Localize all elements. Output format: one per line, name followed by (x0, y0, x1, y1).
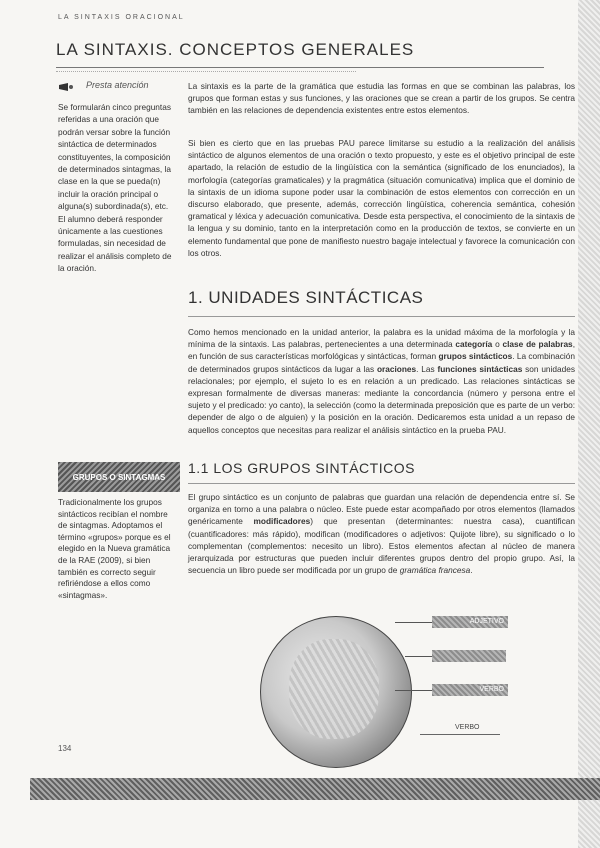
paragraph-2: Si bien es cierto que en las pruebas PAU parece limitarse su estudio a la realización del análisis sintáctico de algunos elementos de una oración o texto propuesto, y este es el objetivo principal de este apartado, la relación de estudio de la lingüística con la semántica (significado de los enunciados), la morfología (categorías gramaticales) y la pragmática (situación comunicativa) implica que el dominio de la sintaxis de un idioma supone poder usar la combinación de estos elementos con corrección en un discurso elaborado, que presente, además, corrección lingüística, coherencia semántica, cohesión gramatical y léxica y adecuación comunicativa. Desde esta perspectiva, el conocimiento de la sintaxis de la lengua y su dominio, tanto en la interpretación como en la producción de textos, se convierte en un elemento fundamental que pone de manifiesto nuestro bagaje intelectual y favorece la comunicación con los otros. (188, 138, 575, 258)
p4-text-c: ) que presentan (determinantes: nuestra casa), cuantifican (cuantificadores: más rápido), modifican (modificadores o adjetivos: Quijote libre), su significado o lo complementan (complementos: necesito un libro). Estos elementos afectan al núcleo de manera jerarquizada por estructuras que pueden incluir diferentes grupos dentro del propio grupo. Así, la secuencia un libro puede ser modificada por un grupo de (188, 516, 575, 576)
megaphone-icon (58, 82, 82, 92)
figure-label: ADJETIVO (432, 616, 508, 628)
p3-text-a: Como hemos mencionado en la unidad anterior, la palabra es la unidad máxima de la morfología y la mínima de la sintaxis. Las palabras, pertenecientes a una determinada (188, 327, 575, 350)
title-rule (56, 67, 544, 68)
figure-caption: VERBO (455, 724, 480, 731)
p3-bold-categoria: categoría (455, 339, 493, 350)
p4-bold-modificadores: modificadores (253, 516, 311, 527)
sidebar-heading: Presta atención (86, 80, 149, 90)
page-title: LA SINTAXIS. CONCEPTOS GENERALES (56, 40, 415, 59)
p4-text-e: . (470, 565, 473, 576)
footer-band (30, 778, 600, 800)
section-title-grupos: 1.1 LOS GRUPOS SINTÁCTICOS (188, 460, 415, 476)
p4-italic-gramatica: gramática francesa (399, 565, 471, 576)
p3-bold-grupos: grupos sintácticos (438, 351, 513, 362)
callout-text: Tradicionalmente los grupos sintácticos recibían el nombre de sintagmas. Adoptamos el término «grupos» porque es el elegido en la Nueva gramática de la RAE (2009), si bien también es correcto seguir refiriéndose a ellos como «sintagmas». (58, 497, 171, 600)
p3-text-c: o (492, 339, 503, 350)
globe-figure (289, 639, 379, 739)
section-rule (188, 316, 575, 317)
paragraph-4 (188, 491, 575, 576)
p3-text-e: , en función de sus características morfológicas y sintácticas, forman (188, 339, 575, 362)
illustration-globe (252, 612, 472, 742)
leader-line (405, 656, 433, 657)
p3-bold-oraciones: oraciones (376, 363, 417, 374)
p4-text-a: El grupo sintáctico es un conjunto de palabras que guardan una relación de dependencia entre sí. Se organiza en torno a una palabra o núcleo. Este puede estar acompañado por otros elementos (llamados genéricamente (188, 492, 575, 527)
intro-paragraph (188, 80, 575, 117)
running-head: LA SINTAXIS ORACIONAL (58, 14, 185, 21)
paragraph-3 (188, 326, 575, 436)
p3-bold-funciones: funciones sintácticas (437, 363, 523, 374)
section-rule-2 (188, 483, 575, 484)
globe-image (260, 616, 412, 768)
figure-underline (420, 734, 500, 735)
section-title-unidades: 1. UNIDADES SINTÁCTICAS (188, 288, 424, 307)
sidebar-text: Se formularán cinco preguntas referidas a una oración que podrán versar sobre la función sintáctica de determinados constituyentes, la composición de determinados sintagmas, la clase en la que se pueda(n) incluir la oración principal o alguna(s) subordinada(s), etc. El alumno deberá responder únicamente a las cuestiones formuladas, sin necesidad de realizar el análisis completo de la oración. (58, 102, 172, 274)
page-number: 134 (58, 744, 72, 753)
p3-text-k: son unidades relacionales; por ejemplo, el sujeto lo es en relación a un predicado. Las relaciones sintácticas se expresan formalmente de diversas maneras: mediante la concordancia (número y persona entre el sujeto y el predicado: yo canto), la selección (como la determinada preposición que es parte de un verbo: depender de algo o de alguien) y la posición en la oración. Dedicaremos esta unidad a un repaso de aquellos conceptos que necesitas para realizar el análisis sintáctico en la prueba PAU. (188, 363, 575, 435)
figure-label (432, 650, 506, 662)
p3-bold-clase: clase de palabras (502, 339, 573, 350)
p3-text-i: . Las (416, 363, 438, 374)
p3-text-g: . La combinación de determinados grupos sintácticos da lugar a las (188, 351, 575, 374)
figure-label: VERBO (432, 684, 508, 696)
callout-title: GRUPOS O SINTAGMAS (58, 462, 180, 492)
intro-paragraph-text: La sintaxis es la parte de la gramática que estudia las formas en que se combinan las palabras, los grupos que forman estas y sus funciones, y las oraciones que se crean a partir de los grupos. Se centra también en las relaciones de dependencia existentes entre estos elementos. (188, 81, 575, 116)
leader-line (395, 690, 433, 691)
scan-noise (578, 0, 600, 848)
leader-line (395, 622, 433, 623)
title-subrule (56, 71, 356, 72)
